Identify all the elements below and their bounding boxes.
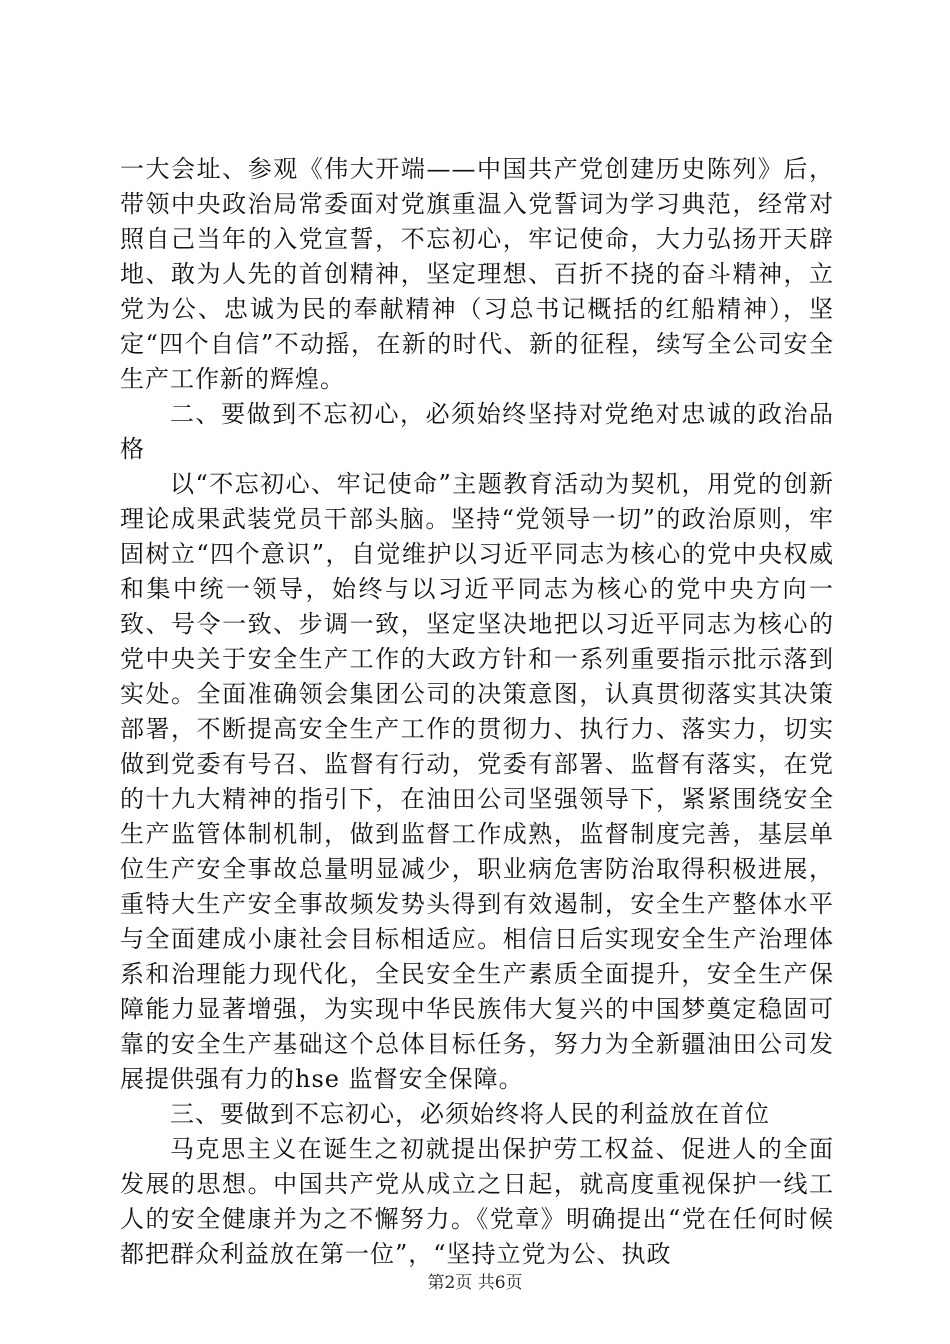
- page-number-footer: 第2页 共6页: [427, 1273, 523, 1293]
- section-heading-two: 二、要做到不忘初心，必须始终坚持对党绝对忠诚的政治品格: [120, 400, 834, 463]
- body-paragraph: 以“不忘初心、牢记使命”主题教育活动为契机，用党的创新理论成果武装党员干部头脑。坚持“党领导一切”的政治原则，牢固树立“四个意识”，自觉维护以习近平同志为核心的党中央权威和集中统一领导，始终与以习近平同志为核心的党中央方向一致、号令一致、步调一致，坚定坚决地把以习近平同志为核心的党中央关于安全生产工作的大政方针和一系列重要指示批示落到实处。全面准确领会集团公司的决策意图，认真贯彻落实其决策部署，不断提高安全生产工作的贯彻力、执行力、落实力，切实做到党委有号召、监督有行动，党委有部署、监督有落实，在党的十九大精神的指引下，在油田公司坚强领导下，紧紧围绕安全生产监管体制机制，做到监督工作成熟，监督制度完善，基层单位生产安全事故总量明显减少，职业病危害防治取得积极进展，重特大生产安全事故频发势头得到有效遏制，安全生产整体水平与全面建成小康社会目标相适应。相信日后实现安全生产治理体系和治理能力现代化，全民安全生产素质全面提升，安全生产保障能力显著增强，为实现中华民族伟大复兴的中国梦奠定稳固可靠的安全生产基础这个总体目标任务，努力为全新疆油田公司发展提供强有力的hse 监督安全保障。: [120, 470, 834, 1093]
- body-paragraph: 马克思主义在诞生之初就提出保护劳工权益、促进人的全面发展的思想。中国共产党从成立之日起，就高度重视保护一线工人的安全健康并为之不懈努力。《党章》明确提出“党在任何时候都把群众利益放在第一位”，“坚持立党为公、执政: [120, 1135, 834, 1268]
- body-paragraph: 一大会址、参观《伟大开端——中国共产党创建历史陈列》后，带领中央政治局常委面对党旗重温入党誓词为学习典范，经常对照自己当年的入党宣誓，不忘初心，牢记使命，大力弘扬开天辟地、敢为人先的首创精神，坚定理想、百折不挠的奋斗精神，立党为公、忠诚为民的奉献精神（习总书记概括的红船精神），坚定“四个自信”不动摇，在新的时代、新的征程，续写全公司安全生产工作新的辉煌。: [120, 155, 834, 393]
- document-body: [120, 152, 834, 1272]
- section-heading-three: 三、要做到不忘初心，必须始终将人民的利益放在首位: [170, 1100, 770, 1128]
